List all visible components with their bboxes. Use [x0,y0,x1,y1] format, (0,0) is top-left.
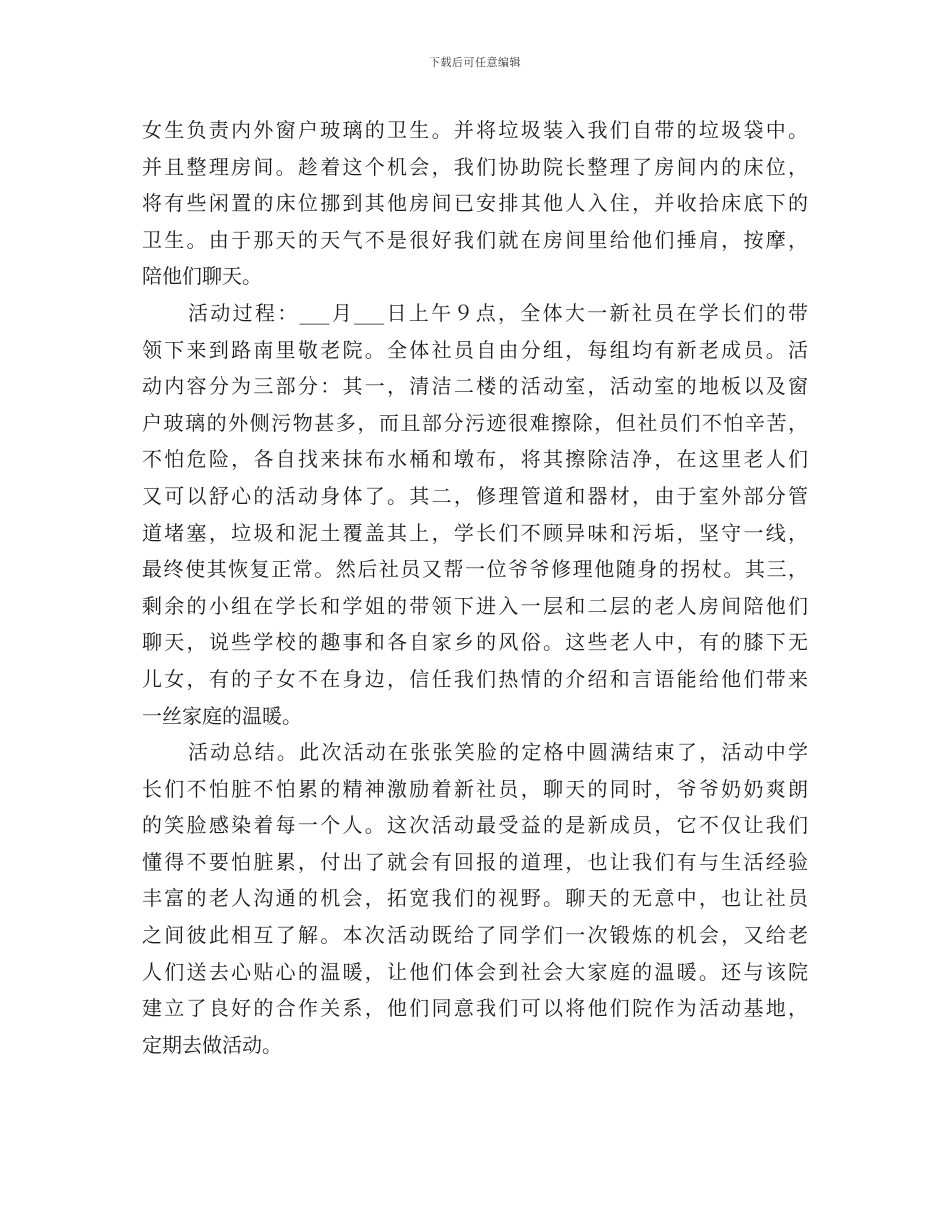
paragraph [142,112,808,295]
document-body [142,112,808,1063]
text-line: 最终使其恢复正常。然后社员又帮一位爷爷修理他随身的拐杖。其三， [142,557,808,582]
text-line: 领下来到路南里敬老院。全体社员自由分组，每组均有新老成员。活 [142,337,808,362]
text-line: 定期去做活动。 [142,1032,282,1057]
text-line: 长们不怕脏不怕累的精神激励着新社员，聊天的同时，爷爷奶奶爽朗 [142,776,808,801]
text-line: 动内容分为三部分：其一，清洁二楼的活动室，活动室的地板以及窗 [142,374,808,399]
text-line: 活动总结。此次活动在张张笑脸的定格中圆满结束了，活动中学 [188,740,808,765]
paragraph [142,734,808,1063]
text-line: 剩余的小组在学长和学姐的带领下进入一层和二层的老人房间陪他们 [142,593,808,618]
text-line: 将有些闲置的床位挪到其他房间已安排其他人入住，并收拾床底下的 [142,191,808,216]
text-line: 不怕危险，各自找来抹布水桶和墩布，将其擦除洁净，在这里老人们 [142,447,808,472]
text-line: 之间彼此相互了解。本次活动既给了同学们一次锻炼的机会，又给老 [142,923,808,948]
text-line: 聊天，说些学校的趣事和各自家乡的风俗。这些老人中，有的膝下无 [142,630,808,655]
text-line: 儿女，有的子女不在身边，信任我们热情的介绍和言语能给他们带来 [142,666,808,691]
text-line: 陪他们聊天。 [142,264,262,289]
text-line: 的笑脸感染着每一个人。这次活动最受益的是新成员，它不仅让我们 [142,813,808,838]
text-line: 道堵塞，垃圾和泥土覆盖其上，学长们不顾异味和污垢，坚守一线， [142,520,808,545]
text-line: 卫生。由于那天的天气不是很好我们就在房间里给他们捶肩，按摩， [142,227,808,252]
text-line: 户玻璃的外侧污物甚多，而且部分污迹很难擦除，但社员们不怕辛苦， [142,410,808,435]
text-line: 女生负责内外窗户玻璃的卫生。并将垃圾装入我们自带的垃圾袋中。 [142,118,808,142]
text-line: 一丝家庭的温暖。 [142,703,302,728]
text-line: 并且整理房间。趁着这个机会，我们协助院长整理了房间内的床位， [142,154,808,179]
page-header: 下载后可任意编辑 [429,56,521,69]
text-line: 活动过程：___月___日上午９点，全体大一新社员在学长们的带 [188,300,808,325]
text-line: 建立了良好的合作关系，他们同意我们可以将他们院作为活动基地， [142,996,808,1021]
text-line: 丰富的老人沟通的机会，拓宽我们的视野。聊天的无意中，也让社员 [142,886,808,911]
paragraph [142,295,808,734]
text-line: 又可以舒心的活动身体了。其二，修理管道和器材，由于室外部分管 [142,483,808,508]
text-line: 懂得不要怕脏累，付出了就会有回报的道理，也让我们有与生活经验 [142,849,808,874]
text-line: 人们送去心贴心的温暖，让他们体会到社会大家庭的温暖。还与该院 [142,959,808,984]
